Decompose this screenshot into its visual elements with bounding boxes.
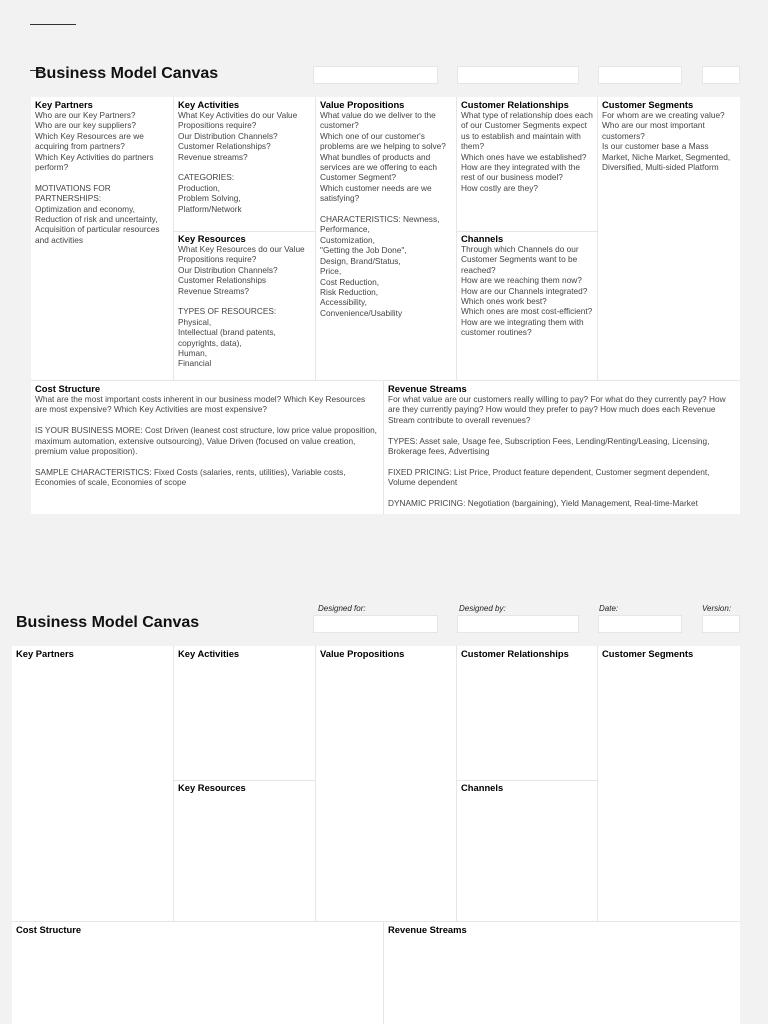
page-title: Business Model Canvas <box>16 614 200 631</box>
customer-segments-text: For whom are we creating value? Who are our most important customers? Is our customer base a Mass Market, Niche Market, Segmented, Diversified, Multi-sided Platform <box>602 110 731 173</box>
customer-segments-cell <box>598 97 740 381</box>
key-partners-cell <box>31 97 174 381</box>
key-resources-heading: Key Resources <box>178 782 246 793</box>
grid-line <box>173 97 174 381</box>
value-propositions-heading: Value Propositions <box>320 99 405 110</box>
channels-heading: Channels <box>461 782 504 793</box>
channels-text: Through which Channels do our Customer Segments want to be reached? How are we reaching them now? How are our Channels integrated? Which ones work best? Which ones are most cost-efficient? How are we integrating them with customer routines? <box>461 244 593 338</box>
grid-line <box>173 646 174 921</box>
page-title: Business Model Canvas <box>35 65 219 82</box>
value-propositions-heading: Value Propositions <box>320 648 405 659</box>
top-rule <box>30 24 76 25</box>
designed-for-field[interactable] <box>313 66 438 84</box>
revenue-streams-text: For what value are our customers really willing to pay? For what do they currently pay? How are they currently paying? How would they prefer to pay? How much does each Revenue Stream contribute to overall revenues? TYPES: Asset sale, Usage fee, Subscription Fees, Lending/Renting/Leasing, Licensing, Brokerage fees, Advertising FIXED PRICING: List Price, Product feature dependent, Customer segment dependent, Volume dependent DYNAMIC PRICING: Negotiation (bargaining), Yield Management, Real-time-Market <box>388 394 726 509</box>
version-label: Version: <box>702 604 732 613</box>
channels-heading: Channels <box>461 233 504 244</box>
value-propositions-cell[interactable] <box>316 646 457 921</box>
value-propositions-cell <box>316 97 457 381</box>
grid-line <box>457 780 598 781</box>
key-resources-heading: Key Resources <box>178 233 246 244</box>
channels-cell <box>457 231 598 381</box>
designed-for-label: Designed for: <box>318 604 366 613</box>
key-activities-cell <box>174 97 315 231</box>
version-field[interactable] <box>702 615 740 633</box>
cost-structure-heading: Cost Structure <box>16 924 82 935</box>
cost-structure-text: What are the most important costs inherent in our business model? Which Key Resources are most expensive? Which Key Activities are most expensive? IS YOUR BUSINESS MORE: Cost Driven (leanest cost structure, low price value proposition, maximum automation, extensive outsourcing), Value Driven (focused on value creation, premium value proposition). SAMPLE CHARACTERISTICS: Fixed Costs (salaries, rents, utilities), Variable costs, Economies of scale, Economies of scope <box>35 394 377 488</box>
cost-structure-cell[interactable] <box>12 922 383 1024</box>
key-activities-heading: Key Activities <box>178 99 240 110</box>
key-partners-heading: Key Partners <box>35 99 93 110</box>
grid-line <box>456 646 457 921</box>
key-partners-heading: Key Partners <box>16 648 74 659</box>
grid-line <box>315 97 316 381</box>
customer-relationships-text: What type of relationship does each of our Customer Segments expect us to establish and maintain with them? Which ones have we established? How are they integrated with the rest of our business model? How costly are they? <box>461 110 593 193</box>
value-propositions-text: What value do we deliver to the customer? Which one of our customer's problems are we helping to solve? What bundles of products and services are we offering to each Customer Segment? Which customer needs are we satisfying? CHARACTERISTICS: Newness, Performance, Customization, "Getting the Job Done", Design, Brand/Status, Price, Cost Reduction, Risk Reduction, Accessibility, Convenience/Usability <box>320 110 446 318</box>
grid-line <box>457 231 598 232</box>
key-resources-cell <box>174 231 315 381</box>
designed-by-field[interactable] <box>457 615 579 633</box>
customer-relationships-heading: Customer Relationships <box>461 99 569 110</box>
revenue-streams-cell <box>384 381 740 514</box>
customer-segments-cell[interactable] <box>598 646 740 921</box>
date-field[interactable] <box>598 615 682 633</box>
key-activities-text: What Key Activities do our Value Propositions require? Our Distribution Channels? Customer Relationships? Revenue streams? CATEGORIES: Production, Problem Solving, Platform/Network <box>178 110 298 214</box>
version-field[interactable] <box>702 66 740 84</box>
key-resources-cell[interactable] <box>174 780 315 921</box>
channels-cell[interactable] <box>457 780 598 921</box>
key-activities-heading: Key Activities <box>178 648 240 659</box>
grid-line <box>174 231 315 232</box>
date-field[interactable] <box>598 66 682 84</box>
date-label: Date: <box>599 604 619 613</box>
revenue-streams-heading: Revenue Streams <box>388 924 467 935</box>
grid-line <box>597 646 598 921</box>
grid-line <box>456 97 457 381</box>
key-resources-text: What Key Resources do our Value Propositions require? Our Distribution Channels? Customer Relationships Revenue Streams? TYPES OF RESOURCES: Physical, Intellectual (brand patents, copyrights, data), Human, Financial <box>178 244 305 369</box>
revenue-streams-cell[interactable] <box>384 922 740 1024</box>
customer-relationships-cell[interactable] <box>457 646 598 780</box>
cost-structure-heading: Cost Structure <box>35 383 101 394</box>
designed-by-label: Designed by: <box>459 604 506 613</box>
designed-by-field[interactable] <box>457 66 579 84</box>
customer-relationships-heading: Customer Relationships <box>461 648 569 659</box>
customer-segments-heading: Customer Segments <box>602 648 694 659</box>
designed-for-field[interactable] <box>313 615 438 633</box>
cost-structure-cell <box>31 381 383 514</box>
key-partners-text: Who are our Key Partners? Who are our key suppliers? Which Key Resources are we acquiring from partners? Which Key Activities do partners perform? MOTIVATIONS FOR PARTNERSHIPS: Optimization and economy, Reduction of risk and uncertainty, Acquisition of particular resources and activities <box>35 110 160 245</box>
revenue-streams-heading: Revenue Streams <box>388 383 467 394</box>
grid-line <box>315 646 316 921</box>
customer-relationships-cell <box>457 97 598 231</box>
key-partners-cell[interactable] <box>12 646 174 921</box>
grid-line <box>597 97 598 381</box>
key-activities-cell[interactable] <box>174 646 315 780</box>
customer-segments-heading: Customer Segments <box>602 99 694 110</box>
grid-line <box>174 780 315 781</box>
